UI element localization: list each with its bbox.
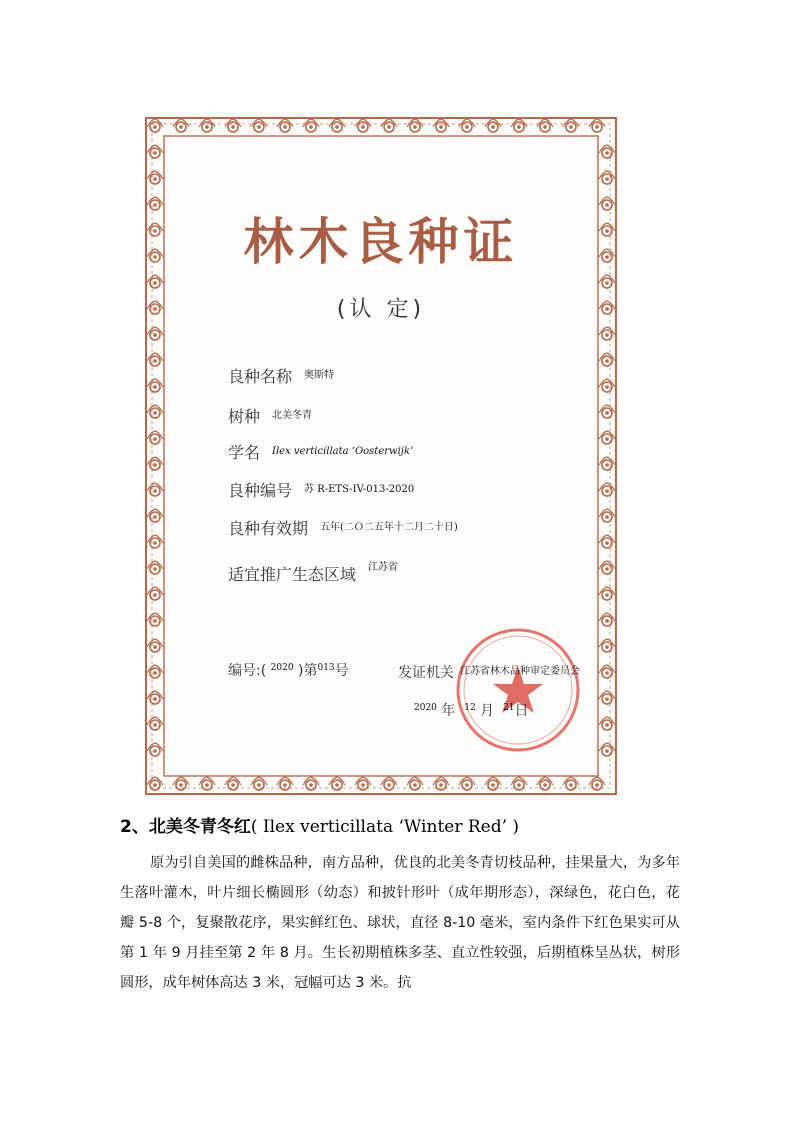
border-flower xyxy=(589,119,605,132)
heading-latin: ( Ilex verticillata ‘Winter Red’ ) xyxy=(250,817,520,837)
border-flower xyxy=(599,743,615,756)
border-flower xyxy=(147,327,163,340)
border-flower xyxy=(173,119,189,132)
field-scientific-name xyxy=(228,440,413,463)
border-flower xyxy=(355,119,371,132)
number-suffix: 号 xyxy=(334,663,349,679)
border-flower xyxy=(599,171,615,184)
border-flower xyxy=(147,665,163,678)
border-flower xyxy=(225,119,241,132)
number-prefix: 编号:( xyxy=(228,663,267,679)
border-flower xyxy=(599,327,615,340)
description-paragraph: 原为引自美国的雌株品种，南方品种，优良的北美冬青切枝品种，挂果量大，为多年生落叶灌木，叶片细长椭圆形（幼态）和披针形叶（成年期形态），深绿色，花白色，花瓣 5-8 个，复聚散花序，果实鲜红色、球状，直径 8-10 毫米，室内条件下红色果实可从第 1 年 9 月挂至第 2 年 8 月。生长初期植株多茎、直立性较强，后期植株呈丛状，树形圆形，成年树体高达 3 米，冠幅可达 3 米。抗 xyxy=(120,855,680,991)
border-flower xyxy=(599,691,615,704)
certificate xyxy=(142,114,620,798)
border-flower xyxy=(147,717,163,730)
border-flower xyxy=(147,483,163,496)
border-flower xyxy=(147,145,163,158)
border-flower xyxy=(147,743,163,756)
official-seal xyxy=(454,626,582,754)
border-flower xyxy=(537,119,553,132)
border-flower xyxy=(599,275,615,288)
border-flower xyxy=(599,379,615,392)
field-label: 适宜推广生态区域 xyxy=(228,565,357,584)
field-variety-name xyxy=(228,364,334,387)
border-flower xyxy=(251,119,267,132)
border-flower xyxy=(147,171,163,184)
field-value: Ilex verticillata ‘Oosterwijk’ xyxy=(272,446,414,457)
border-flower xyxy=(381,777,397,790)
field-value: 奥斯特 xyxy=(304,370,335,381)
number-seq: 013 xyxy=(317,663,335,673)
border-flower xyxy=(537,777,553,790)
border-flower xyxy=(599,717,615,730)
border-flower xyxy=(599,587,615,600)
border-flower xyxy=(147,587,163,600)
border-flower xyxy=(433,119,449,132)
border-flower xyxy=(147,275,163,288)
border-flower xyxy=(599,639,615,652)
issuer-name: 江苏省林木品种审定委员会 xyxy=(460,666,580,677)
border-flower xyxy=(303,119,319,132)
border-flower xyxy=(147,405,163,418)
border-flower xyxy=(147,457,163,470)
border-flower xyxy=(147,561,163,574)
issue-date xyxy=(414,700,529,720)
border-flower xyxy=(147,353,163,366)
border-flower xyxy=(147,431,163,444)
date-day-unit: 日 xyxy=(514,703,529,719)
border-flower xyxy=(147,379,163,392)
field-label: 良种名称 xyxy=(228,367,293,386)
field-value: 北美冬青 xyxy=(272,410,313,421)
border-flower xyxy=(599,613,615,626)
date-year-unit: 年 xyxy=(441,703,456,719)
field-value: 苏 R-ETS-IV-013-2020 xyxy=(304,484,415,495)
border-flower xyxy=(381,119,397,132)
issuer-label: 发证机关 xyxy=(398,665,454,681)
field-label: 树种 xyxy=(228,407,261,426)
border-flower xyxy=(147,119,163,132)
border-flower xyxy=(599,145,615,158)
field-region xyxy=(228,558,398,585)
border-flower xyxy=(599,405,615,418)
field-value: 五年(二Ｏ二五年十二月二十日) xyxy=(320,522,458,533)
field-value: 江苏省 xyxy=(368,562,399,573)
issuer xyxy=(398,662,580,682)
border-flower xyxy=(277,119,293,132)
section-heading xyxy=(120,812,519,837)
border-flower xyxy=(147,509,163,522)
field-label: 良种编号 xyxy=(228,481,293,500)
border-flower xyxy=(407,119,423,132)
border-flower xyxy=(599,431,615,444)
certificate-number xyxy=(228,660,349,680)
border-flower xyxy=(147,535,163,548)
field-species xyxy=(228,404,312,427)
field-variety-number xyxy=(228,478,414,501)
border-flower xyxy=(459,119,475,132)
border-flower xyxy=(599,353,615,366)
field-label: 学名 xyxy=(228,443,261,462)
date-month-unit: 月 xyxy=(480,703,495,719)
border-flower xyxy=(147,639,163,652)
certificate-subtitle: (认 定) xyxy=(336,297,426,322)
border-flower xyxy=(329,119,345,132)
number-year: 2020 xyxy=(270,663,294,673)
border-flower xyxy=(485,119,501,132)
border-flower xyxy=(511,119,527,132)
border-flower xyxy=(599,535,615,548)
border-flower xyxy=(599,665,615,678)
border-flower xyxy=(199,119,215,132)
border-flower xyxy=(147,691,163,704)
date-month: 12 xyxy=(464,703,476,713)
field-label: 良种有效期 xyxy=(228,519,309,538)
certificate-title: 林木良种证 xyxy=(243,213,519,271)
border-flower xyxy=(459,777,475,790)
number-mid: )第 xyxy=(298,663,318,679)
border-flower xyxy=(599,483,615,496)
border-flower xyxy=(303,777,319,790)
heading-cn: 2、北美冬青冬红 xyxy=(120,817,251,837)
field-validity xyxy=(228,516,458,539)
date-day: 21 xyxy=(503,703,515,713)
border-flower xyxy=(599,509,615,522)
border-flower xyxy=(563,119,579,132)
border-flower xyxy=(225,777,241,790)
border-flower xyxy=(147,777,163,790)
date-year: 2020 xyxy=(414,703,437,713)
border-flower xyxy=(599,561,615,574)
border-flower xyxy=(147,613,163,626)
border-flower xyxy=(599,457,615,470)
